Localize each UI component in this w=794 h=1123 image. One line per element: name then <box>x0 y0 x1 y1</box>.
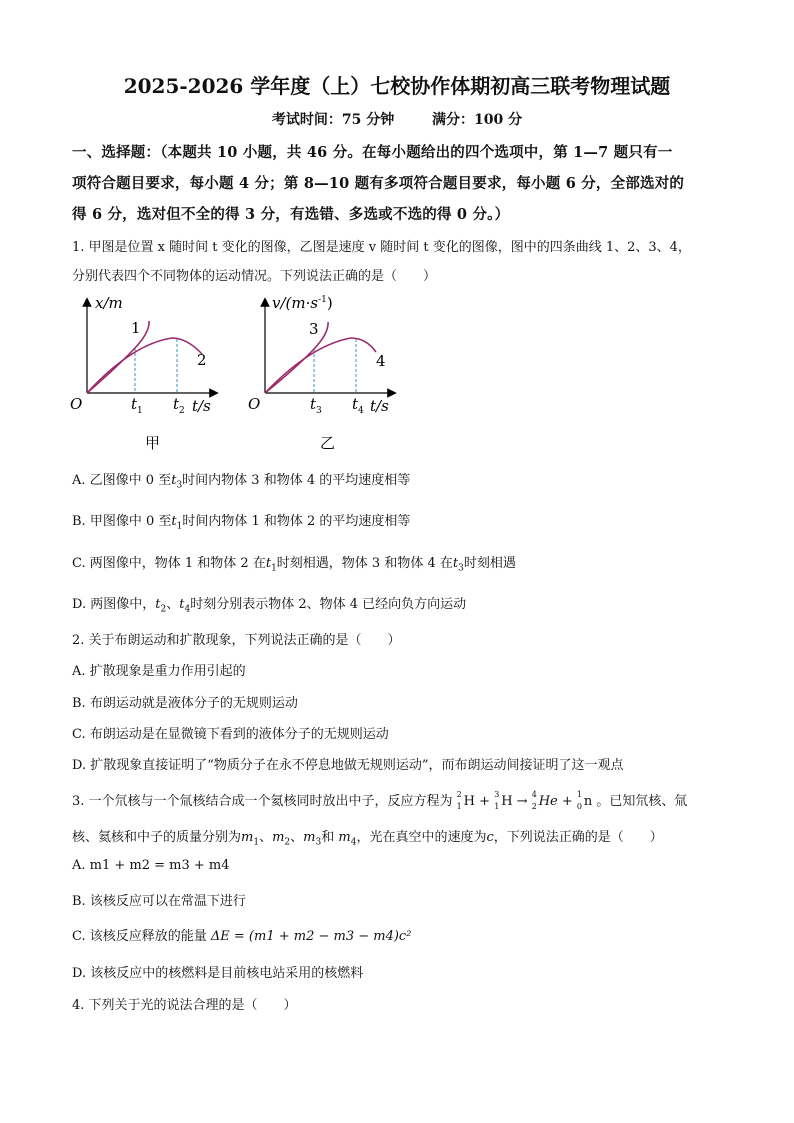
neutron-isotope: 1 0 <box>576 790 582 811</box>
q1-option-d[interactable]: D. 两图像中，$t_2$、$t_4$时刻分别表示物体 2、物体 4 已经向负方向运动 <box>72 597 467 615</box>
curve-4 <box>265 338 376 393</box>
helium-isotope: 4 2 <box>531 790 537 811</box>
q3-option-a[interactable]: A. m1 + m2 = m3 + m4 <box>72 858 230 873</box>
t4-tick-label: t <box>352 395 359 413</box>
t4-tick-sub: 4 <box>358 406 364 416</box>
energy-formula: ΔE = (m1 + m2 − m3 − m4)c² <box>210 929 412 944</box>
q1-option-c[interactable]: C. 两图像中，物体 1 和物体 2 在$t_1$时刻相遇，物体 3 和物体 4 在$t_3$时刻相遇 <box>72 556 516 574</box>
t1-tick-label: t <box>131 395 138 413</box>
curve-2-label: 2 <box>197 351 207 369</box>
q1-stem-line1: 1. 甲图是位置 x 随时间 t 变化的图像，乙图是速度 v 随时间 t 变化的图像，图中的四条曲线 1、2、3、4， <box>72 240 691 255</box>
q1-stem-line2: 分别代表四个不同物体的运动情况。下列说法正确的是（ ） <box>72 269 437 284</box>
page-title: 2025-2026 学年度（上）七校协作体期初高三联考物理试题 <box>123 74 671 98</box>
q3-option-b[interactable]: B. 该核反应可以在常温下进行 <box>72 894 246 909</box>
section-instructions-line1: 一、选择题：（本题共 10 小题，共 46 分。在每小题给出的四个选项中，第 1—7 题只有一 <box>72 144 673 161</box>
section-instructions-line3: 得 6 分，选对但不全的得 3 分，有选错、多选或不选的得 0 分。） <box>72 206 510 223</box>
exam-time: 考试时间：75 分钟 <box>271 112 395 128</box>
q3-stem-line1: 3. 一个氘核与一个氚核结合成一个氦核同时放出中子，反应方程为 2 1 H + 3 1 H → 4 2 He + 1 0 n 。已知氘核、氚 <box>72 790 688 811</box>
section-instructions-line2: 项符合题目要求，每小题 4 分；第 8—10 题有多项符合题目要求，每小题 6 分，全部选对的 <box>72 175 685 192</box>
q3-stem-line2: 核、氦核和中子的质量分别为$m_1$、$m_2$、$m_3$和 $m_4$，光在真空中的速度为c，下列说法正确的是（ ） <box>72 830 663 848</box>
curve-4-label: 4 <box>376 352 386 370</box>
graph-yi <box>240 292 410 452</box>
graph-caption: 乙 <box>320 434 336 452</box>
origin-label: O <box>248 395 261 413</box>
q2-option-c[interactable]: C. 布朗运动是在显微镜下看到的液体分子的无规则运动 <box>72 727 389 742</box>
q3-option-d[interactable]: D. 该核反应中的核燃料是目前核电站采用的核燃料 <box>72 966 364 981</box>
x-axis-label: t/s <box>192 397 211 415</box>
q2-option-d[interactable]: D. 扩散现象直接证明了“物质分子在永不停息地做无规则运动”，而布朗运动间接证明了这一观点 <box>72 758 624 773</box>
full-score: 满分：100 分 <box>432 112 523 128</box>
q1-option-b[interactable]: B. 甲图像中 0 至$t_1$时间内物体 1 和物体 2 的平均速度相等 <box>72 514 411 532</box>
tritium-isotope: 3 1 <box>494 790 500 811</box>
origin-label: O <box>70 395 83 413</box>
graph-jia <box>62 292 232 452</box>
t1-tick-sub: 1 <box>137 406 143 416</box>
q4-stem: 4. 下列关于光的说法合理的是（ ） <box>72 998 297 1013</box>
exam-info <box>0 109 794 129</box>
q2-option-b[interactable]: B. 布朗运动就是液体分子的无规则运动 <box>72 696 298 711</box>
deuterium-isotope: 2 1 <box>456 790 462 811</box>
y-axis-label: $v/(m\cdot s^{-1})$ <box>272 294 333 312</box>
curve-3-label: 3 <box>309 320 319 338</box>
graph-caption: 甲 <box>145 434 161 452</box>
curve-2 <box>87 338 202 393</box>
y-axis-label: x/m <box>95 294 123 312</box>
x-axis-label: t/s <box>370 397 389 415</box>
q1-option-a[interactable]: A. 乙图像中 0 至$t_3$时间内物体 3 和物体 4 的平均速度相等 <box>72 473 411 491</box>
t3-tick-sub: 3 <box>316 406 322 416</box>
curve-3 <box>265 322 328 393</box>
q2-option-a[interactable]: A. 扩散现象是重力作用引起的 <box>72 664 246 679</box>
q3-option-c[interactable]: C. 该核反应释放的能量 ΔE = (m1 + m2 − m3 − m4)c² <box>72 929 412 944</box>
t3-tick-label: t <box>310 395 317 413</box>
q2-stem: 2. 关于布朗运动和扩散现象，下列说法正确的是（ ） <box>72 633 401 648</box>
curve-1-label: 1 <box>131 319 141 337</box>
t2-tick-label: t <box>173 395 180 413</box>
t2-tick-sub: 2 <box>179 406 185 416</box>
